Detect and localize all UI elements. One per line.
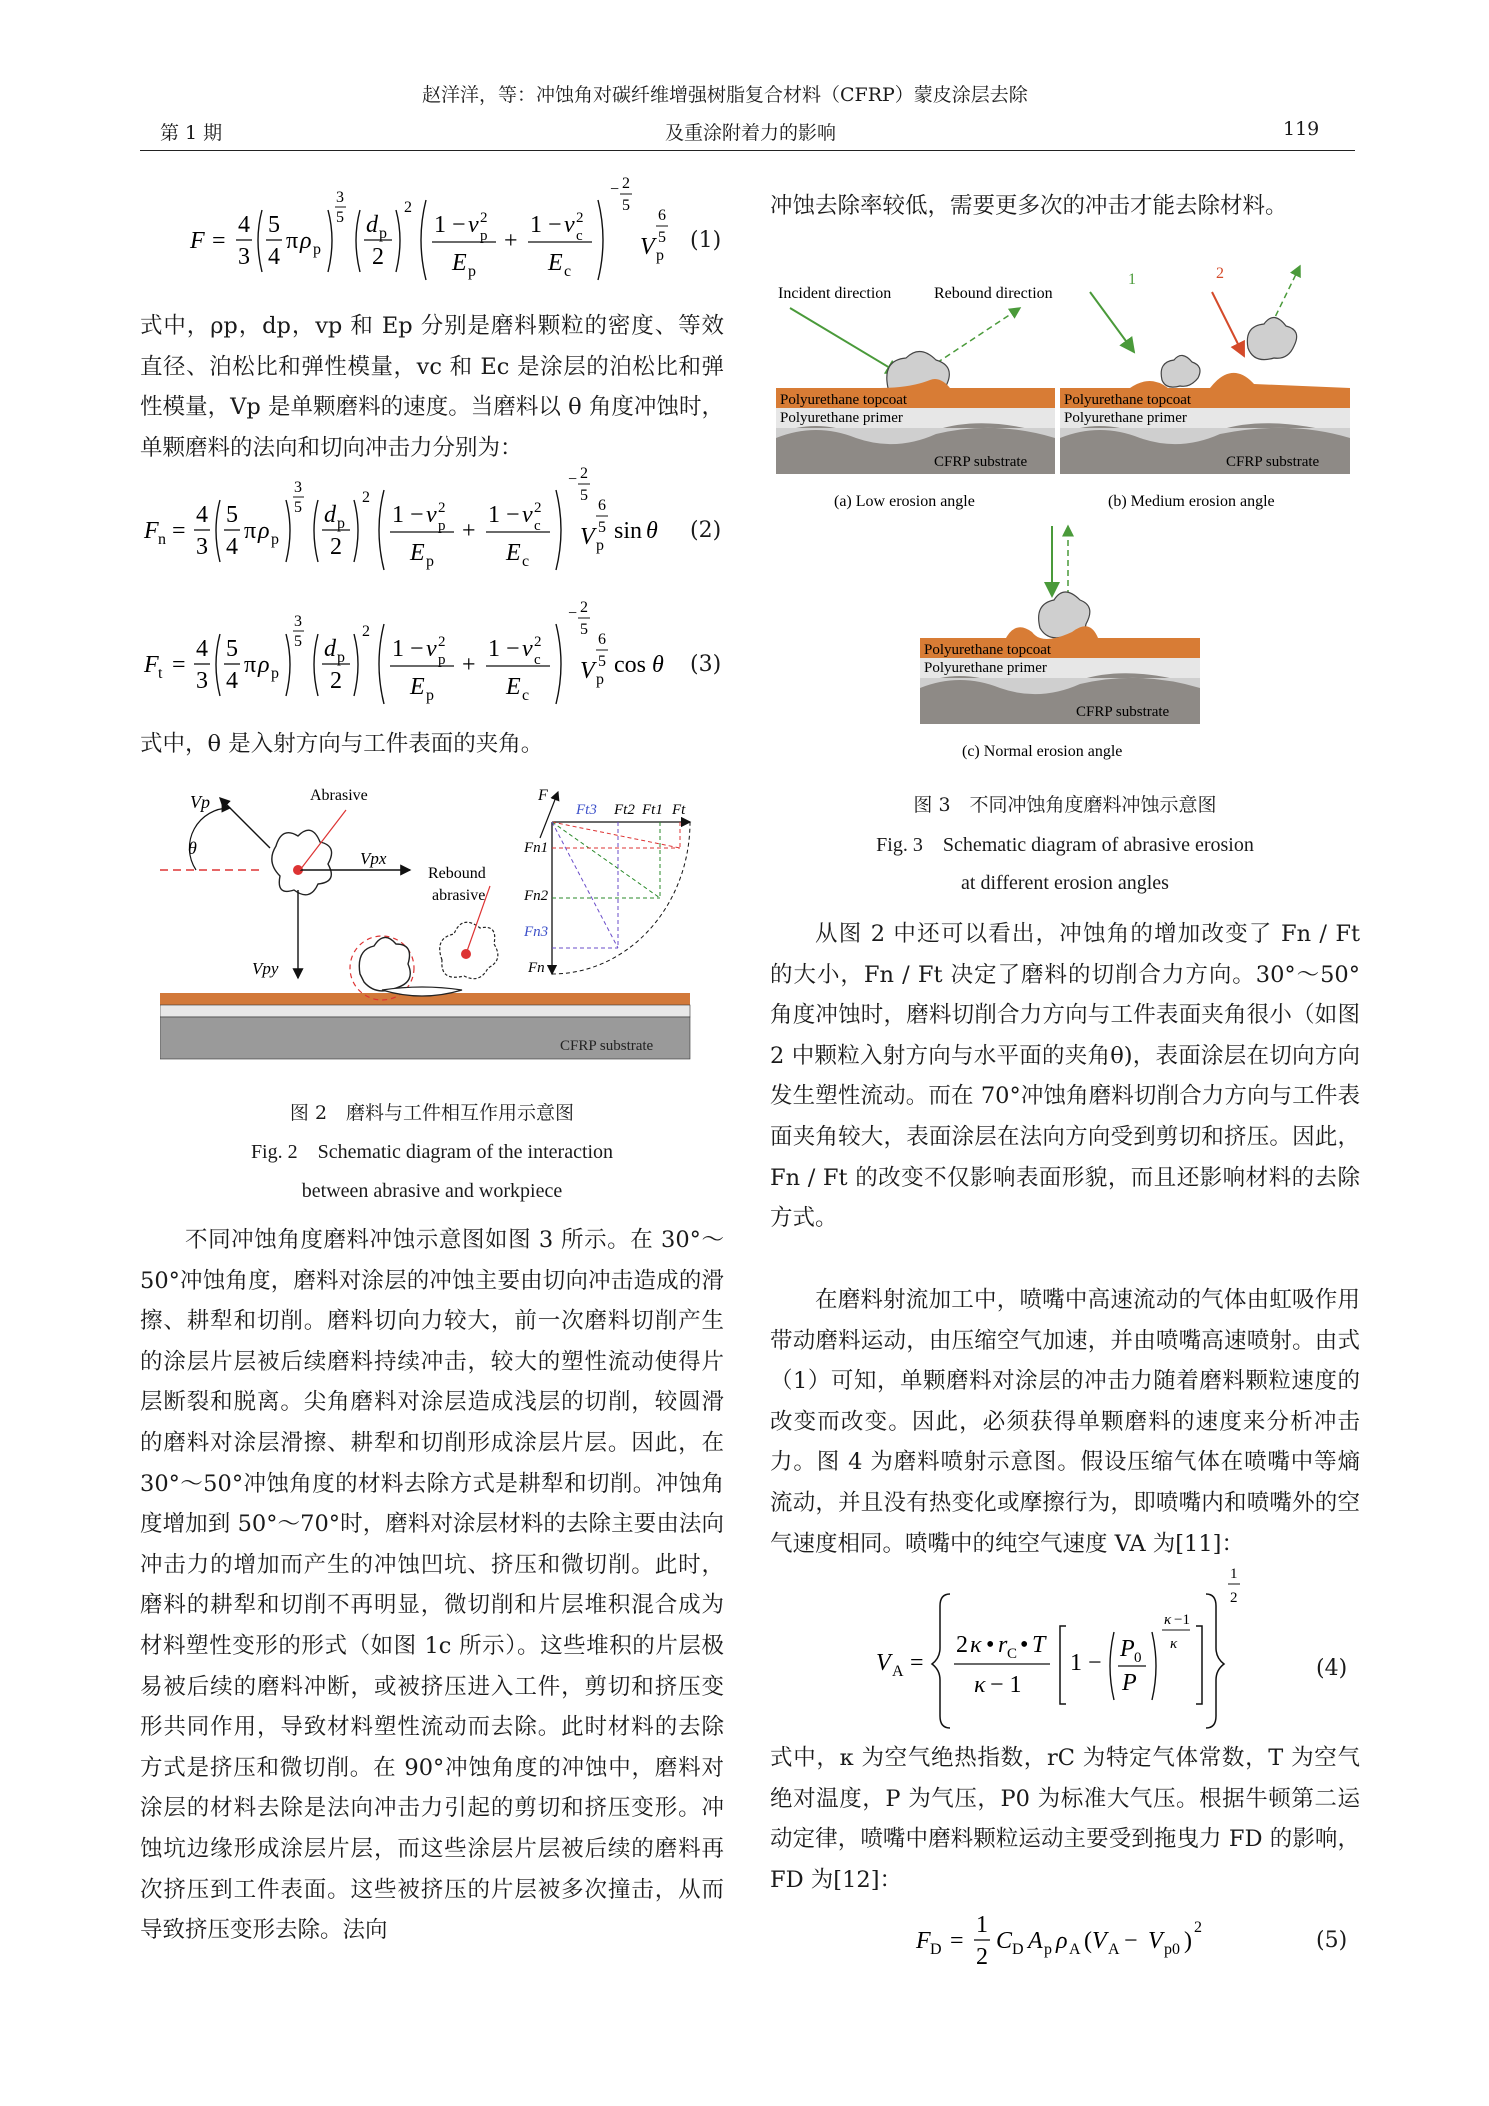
svg-text:E: E <box>452 250 467 276</box>
svg-text:+: + <box>462 652 476 678</box>
right-paragraph-3: 在磨料射流加工中，喷嘴中高速流动的气体由虹吸作用带动磨料运动，由压缩空气加速，并由喷嘴高速喷射。由式（1）可知，单颗磨料对涂层的冲击力随着磨料颗粒速度的改变而改变。因此，必须获得单颗磨料的速度来分析冲击力。图 4 为磨料喷射示意图。假设压缩气体在喷嘴中等熵流动，并且没有热变化或摩擦行为，即喷嘴内和喷嘴外的空气速度相同。喷嘴中的纯空气速度 VA 为[11]： <box>770 1287 1360 1557</box>
fig3-caption-en-1: Fig. 3 Schematic diagram of abrasive erosion <box>876 834 1254 856</box>
svg-text:2: 2 <box>480 210 488 226</box>
svg-text:V: V <box>1092 1928 1107 1954</box>
svg-text:5: 5 <box>294 499 302 516</box>
svg-text:π: π <box>286 228 299 254</box>
svg-text:ρ: ρ <box>300 228 312 254</box>
svg-text:d: d <box>324 502 336 528</box>
fig3-incident-label: Incident direction <box>778 285 892 302</box>
svg-text:4: 4 <box>226 668 238 694</box>
svg-text:2: 2 <box>580 599 588 616</box>
fig3-caption-cn: 图 3 不同冲蚀角度磨料冲蚀示意图 <box>913 794 1217 816</box>
svg-text:3: 3 <box>196 534 208 560</box>
svg-text:1: 1 <box>1230 1566 1238 1582</box>
fig3-sub-a: (a) Low erosion angle <box>834 493 975 510</box>
svg-text:c: c <box>576 228 583 244</box>
svg-text:κ: κ <box>970 1632 982 1658</box>
svg-text:3: 3 <box>294 479 302 496</box>
fig3-c-topcoat: Polyurethane topcoat <box>924 642 1052 658</box>
fig2-substrate-label: CFRP substrate <box>560 1038 654 1054</box>
svg-text:v: v <box>522 636 533 662</box>
fig2-label-rebound-abrasive: abrasive <box>432 887 486 904</box>
equation-2-svg <box>140 465 700 580</box>
fig3-a-primer: Polyurethane primer <box>780 410 903 426</box>
svg-text:A: A <box>1069 1941 1081 1958</box>
svg-text:•: • <box>986 1632 995 1658</box>
svg-text:4: 4 <box>238 212 250 238</box>
svg-text:=: = <box>910 1650 924 1676</box>
svg-text:c: c <box>564 263 572 280</box>
svg-text:3: 3 <box>238 244 250 270</box>
svg-text:P: P <box>1120 1636 1135 1662</box>
svg-text:C: C <box>1007 1646 1018 1662</box>
svg-text:p: p <box>271 531 279 548</box>
svg-text:D: D <box>930 1941 942 1958</box>
svg-text:2: 2 <box>976 1944 988 1970</box>
fig2-caption-cn: 图 2 磨料与工件相互作用示意图 <box>289 1102 575 1124</box>
figure-3-svg <box>770 248 1370 788</box>
page-number: 119 <box>1283 118 1320 140</box>
svg-text:=: = <box>172 518 186 544</box>
svg-text:4: 4 <box>196 502 208 528</box>
svg-text:−: − <box>610 181 620 198</box>
svg-text:2: 2 <box>330 534 342 560</box>
equation-4-number: (4) <box>1316 1656 1348 1681</box>
svg-text:2: 2 <box>622 175 630 192</box>
svg-text:n: n <box>158 531 166 548</box>
svg-text:c: c <box>534 652 541 668</box>
svg-text:4: 4 <box>226 534 238 560</box>
svg-text:−: − <box>1124 1928 1138 1954</box>
svg-text:(: ( <box>1084 1928 1092 1954</box>
svg-text:p: p <box>337 515 345 532</box>
fig2-label-vpx: Vpx <box>360 849 387 868</box>
svg-text:2: 2 <box>1230 1590 1238 1606</box>
svg-text:F: F <box>144 518 159 544</box>
svg-text:5: 5 <box>622 197 630 214</box>
svg-text:p: p <box>656 247 664 264</box>
fig2-caption-en-2: between abrasive and workpiece <box>301 1180 563 1202</box>
svg-text:p: p <box>468 263 476 280</box>
svg-text:4: 4 <box>268 244 280 270</box>
svg-text:t: t <box>158 665 163 682</box>
fig2-label-abrasive: Abrasive <box>310 787 368 804</box>
fig2-label-vp: Vp <box>190 792 210 812</box>
header-title-line2: 及重涂附着力的影响 <box>665 122 837 144</box>
svg-text:p: p <box>426 553 434 570</box>
svg-text:2: 2 <box>956 1632 968 1658</box>
svg-text:2: 2 <box>1194 1919 1202 1936</box>
svg-text:−: − <box>568 605 578 622</box>
svg-text:v: v <box>564 212 575 238</box>
svg-text:p: p <box>313 241 321 258</box>
fig3-panel-a <box>776 308 1055 474</box>
svg-text:5: 5 <box>580 621 588 638</box>
fig2-label-ft: Ft <box>672 802 686 818</box>
svg-text:6: 6 <box>598 631 606 648</box>
svg-text:ρ: ρ <box>258 652 270 678</box>
equation-5-number: (5) <box>1316 1928 1348 1953</box>
svg-text:5: 5 <box>658 229 666 246</box>
svg-text:v: v <box>468 212 479 238</box>
fig3-rebound-label: Rebound direction <box>934 285 1053 302</box>
svg-text:V: V <box>1148 1928 1163 1954</box>
svg-text:2: 2 <box>362 623 370 640</box>
svg-text:2: 2 <box>362 489 370 506</box>
equation-5-svg <box>910 1904 1230 1974</box>
svg-text:5: 5 <box>226 636 238 662</box>
fig3-sub-b: (b) Medium erosion angle <box>1108 493 1275 510</box>
left-paragraph-2: 式中，θ 是入射方向与工件表面的夹角。 <box>140 731 544 757</box>
svg-text:1 −: 1 − <box>488 502 520 528</box>
svg-text:v: v <box>426 502 437 528</box>
right-paragraph-2: 从图 2 中还可以看出，冲蚀角的增加改变了 Fn / Ft 的大小，Fn / Ft 决定了磨料的切削合力方向。30°～50°角度冲蚀时，磨料切削合力方向与工件表面夹角很小（如图 2 中颗粒入射方向与水平面的夹角θ)，表面涂层在切向方向发生塑性流动。而在 70°冲蚀角磨料切削合力方向与工件表面夹角较大，表面涂层在法向方向受到剪切和挤压。因此，Fn / Ft 的改变不仅影响表面形貌，而且还影响材料的去除方式。 <box>770 921 1360 1232</box>
fig2-label-fn1: Fn1 <box>524 840 549 856</box>
svg-text:p: p <box>271 665 279 682</box>
fig2-label-ft1: Ft1 <box>642 802 663 818</box>
fig3-c-substrate: CFRP substrate <box>1076 704 1170 720</box>
svg-text:=: = <box>212 228 226 254</box>
svg-text:+: + <box>504 228 518 254</box>
svg-text:5: 5 <box>294 633 302 650</box>
fig2-label-F: F <box>538 787 548 804</box>
svg-text:T: T <box>1032 1632 1046 1658</box>
svg-text:E: E <box>506 674 521 700</box>
svg-text:cos: cos <box>614 652 646 678</box>
svg-text:5: 5 <box>336 209 344 226</box>
svg-text:−1: −1 <box>1174 1612 1190 1628</box>
svg-text:d: d <box>324 636 336 662</box>
svg-text:5: 5 <box>580 487 588 504</box>
fig3-c-primer: Polyurethane primer <box>924 660 1047 676</box>
svg-text:3: 3 <box>196 668 208 694</box>
svg-text:E: E <box>410 674 425 700</box>
fig3-a-topcoat: Polyurethane topcoat <box>780 392 908 408</box>
svg-text:2: 2 <box>534 500 542 516</box>
svg-text:κ: κ <box>1170 1636 1178 1652</box>
equation-1-number: (1) <box>690 228 722 253</box>
svg-text:c: c <box>534 518 541 534</box>
svg-text:3: 3 <box>294 613 302 630</box>
right-paragraph-1: 冲蚀去除率较低，需要更多次的冲击才能去除材料。 <box>770 193 1288 219</box>
fig2-caption-en-1: Fig. 2 Schematic diagram of the interaction <box>250 1141 614 1163</box>
svg-text:3: 3 <box>336 189 344 206</box>
svg-text:C: C <box>996 1928 1013 1954</box>
svg-text:6: 6 <box>598 497 606 514</box>
fig2-label-rebound: Rebound <box>428 865 486 882</box>
equation-2 <box>140 465 700 584</box>
svg-text:2: 2 <box>576 210 584 226</box>
svg-text:2: 2 <box>438 500 446 516</box>
svg-text:v: v <box>522 502 533 528</box>
fig3-a-substrate: CFRP substrate <box>934 454 1028 470</box>
svg-text:c: c <box>522 687 530 704</box>
svg-text:V: V <box>876 1650 891 1676</box>
fig3-panel-b <box>1060 265 1350 474</box>
svg-text:E: E <box>506 540 521 566</box>
svg-text:p: p <box>596 671 604 688</box>
svg-text:2: 2 <box>404 199 412 216</box>
left-paragraph-1: 式中，ρp，dp，vp 和 Ep 分别是磨料颗粒的密度、等效直径、泊松比和弹性模量，vc 和 Ec 是涂层的泊松比和弹性模量，Vp 是单颗磨料的速度。当磨料以 θ 角度冲蚀时，单颗磨料的法向和切向冲击力分别为： <box>140 313 724 461</box>
equation-3 <box>140 599 700 718</box>
svg-text:A: A <box>1028 1928 1043 1954</box>
left-paragraph-3: 不同冲蚀角度磨料冲蚀示意图如图 3 所示。在 30°～50°冲蚀角度，磨料对涂层的冲蚀主要由切向冲击造成的滑擦、耕犁和切削。磨料切向力较大，前一次磨料切削产生的涂层片层被后续磨料持续冲击，较大的塑性流动使得片层断裂和脱离。尖角磨料对涂层造成浅层的切削，较圆滑的磨料对涂层滑擦、耕犁和切削形成涂层片层。因此，在 30°～50°冲蚀角度的材料去除方式是耕犁和切削。冲蚀角度增加到 50°～70°时，磨料对涂层材料的去除主要由法向冲击力的增加而产生的冲蚀凹坑、挤压和微切削。此时，磨料的耕犁和切削不再明显，微切削和片层堆积混合成为材料塑性变形的形式（如图 1c 所示）。这些堆积的片层极易被后续的磨料冲断，或被挤压进入工件，剪切和挤压变形共同作用，导致材料塑性流动而去除。此时材料的去除方式是挤压和微切削。在 90°冲蚀角度的冲蚀中，磨料对涂层的材料去除是法向冲击力引起的剪切和挤压变形。冲蚀坑边缘形成涂层片层，而这些涂层片层被后续的磨料再次挤压到工件表面。这些被挤压的片层被多次撞击，从而导致挤压变形去除。法向 <box>140 1227 724 1944</box>
svg-text:2: 2 <box>534 634 542 650</box>
svg-text:2: 2 <box>580 465 588 482</box>
fig3-label-2: 2 <box>1216 265 1224 282</box>
svg-text:=: = <box>172 652 186 678</box>
fig3-label-1: 1 <box>1128 271 1136 288</box>
right-paragraph-4: 式中，κ 为空气绝热指数，rC 为特定气体常数，T 为空气绝对温度，P 为气压，P0 为标准大气压。根据牛顿第二运动定律，喷嘴中磨料颗粒运动主要受到拖曳力 FD 的影响，FD 为[12]： <box>770 1745 1360 1893</box>
svg-text:D: D <box>1012 1941 1024 1958</box>
fig2-primer-layer <box>160 1005 690 1017</box>
svg-text:2: 2 <box>372 244 384 270</box>
fig3-caption-en-2: at different erosion angles <box>961 872 1169 894</box>
svg-text:p: p <box>480 228 488 244</box>
svg-text:1 −: 1 − <box>488 636 520 662</box>
svg-text:5: 5 <box>268 212 280 238</box>
svg-text:1 −: 1 − <box>392 502 424 528</box>
svg-text:+: + <box>462 518 476 544</box>
svg-text:P: P <box>1122 1670 1137 1696</box>
svg-text:p0: p0 <box>1164 1941 1180 1958</box>
equation-1 <box>190 175 690 294</box>
svg-text:κ: κ <box>1164 1612 1172 1628</box>
fig2-label-theta: θ <box>188 838 197 858</box>
svg-text:A: A <box>892 1663 904 1680</box>
svg-text:=: = <box>950 1928 964 1954</box>
svg-text:p: p <box>426 687 434 704</box>
svg-text:1 −: 1 − <box>434 212 466 238</box>
equation-3-number: (3) <box>690 652 722 677</box>
header-title-line1: 赵洋洋，等：冲蚀角对碳纤维增强树脂复合材料（CFRP）蒙皮涂层去除 <box>422 84 1028 106</box>
equation-1-svg <box>190 175 690 290</box>
svg-text:ρ: ρ <box>1056 1928 1068 1954</box>
svg-text:0: 0 <box>1134 1650 1142 1666</box>
svg-text:p: p <box>1044 1941 1052 1958</box>
svg-text:sin: sin <box>614 518 643 544</box>
fig2-label-vpy: Vpy <box>252 959 279 978</box>
svg-text:F: F <box>144 652 159 678</box>
header-rule <box>140 150 1355 151</box>
svg-text:π: π <box>244 652 257 678</box>
figure-2 <box>160 778 710 1082</box>
svg-text:V: V <box>580 658 595 684</box>
svg-text:F: F <box>190 228 205 254</box>
svg-text:4: 4 <box>196 636 208 662</box>
fig3-b-substrate: CFRP substrate <box>1226 454 1320 470</box>
svg-text:p: p <box>379 225 387 242</box>
figure-3 <box>770 248 1370 792</box>
svg-text:θ: θ <box>652 652 664 678</box>
equation-5 <box>910 1904 1230 1978</box>
svg-text:6: 6 <box>658 207 666 224</box>
header-issue: 第 1 期 <box>160 122 223 144</box>
svg-text:v: v <box>426 636 437 662</box>
fig2-label-ft2: Ft2 <box>614 802 635 818</box>
svg-text:V: V <box>580 524 595 550</box>
svg-text:1: 1 <box>976 1912 988 1938</box>
svg-text:κ: κ <box>974 1672 986 1698</box>
svg-text:p: p <box>337 649 345 666</box>
fig2-label-fn: Fn <box>528 960 545 976</box>
svg-text:− 1: − 1 <box>990 1672 1022 1698</box>
fig2-label-ft3: Ft3 <box>576 802 597 818</box>
svg-text:A: A <box>1108 1941 1120 1958</box>
svg-text:c: c <box>522 553 530 570</box>
svg-text:−: − <box>568 471 578 488</box>
svg-text:1 −: 1 − <box>1070 1650 1102 1676</box>
svg-text:p: p <box>596 537 604 554</box>
svg-text:•: • <box>1020 1632 1029 1658</box>
svg-text:2: 2 <box>330 668 342 694</box>
svg-text:): ) <box>1184 1928 1192 1954</box>
svg-text:θ: θ <box>646 518 658 544</box>
fig3-b-topcoat: Polyurethane topcoat <box>1064 392 1192 408</box>
svg-text:V: V <box>640 234 655 260</box>
figure-2-svg <box>160 778 710 1078</box>
svg-text:p: p <box>438 518 446 534</box>
svg-text:2: 2 <box>438 634 446 650</box>
svg-text:1 −: 1 − <box>530 212 562 238</box>
equation-2-number: (2) <box>690 518 722 543</box>
fig3-b-primer: Polyurethane primer <box>1064 410 1187 426</box>
svg-text:5: 5 <box>598 653 606 670</box>
svg-text:1 −: 1 − <box>392 636 424 662</box>
svg-text:π: π <box>244 518 257 544</box>
equation-3-svg <box>140 599 700 714</box>
fig3-sub-c: (c) Normal erosion angle <box>962 743 1123 760</box>
equation-4-svg <box>870 1566 1260 1726</box>
svg-text:E: E <box>548 250 563 276</box>
fig2-label-fn2: Fn2 <box>524 888 549 904</box>
svg-text:d: d <box>366 212 378 238</box>
equation-4 <box>870 1566 1260 1730</box>
fig2-label-fn3: Fn3 <box>524 924 549 940</box>
svg-text:ρ: ρ <box>258 518 270 544</box>
svg-text:F: F <box>916 1928 931 1954</box>
svg-text:r: r <box>998 1632 1008 1658</box>
svg-text:p: p <box>438 652 446 668</box>
svg-text:5: 5 <box>598 519 606 536</box>
svg-text:5: 5 <box>226 502 238 528</box>
svg-text:E: E <box>410 540 425 566</box>
fig3-panel-c <box>920 526 1200 724</box>
